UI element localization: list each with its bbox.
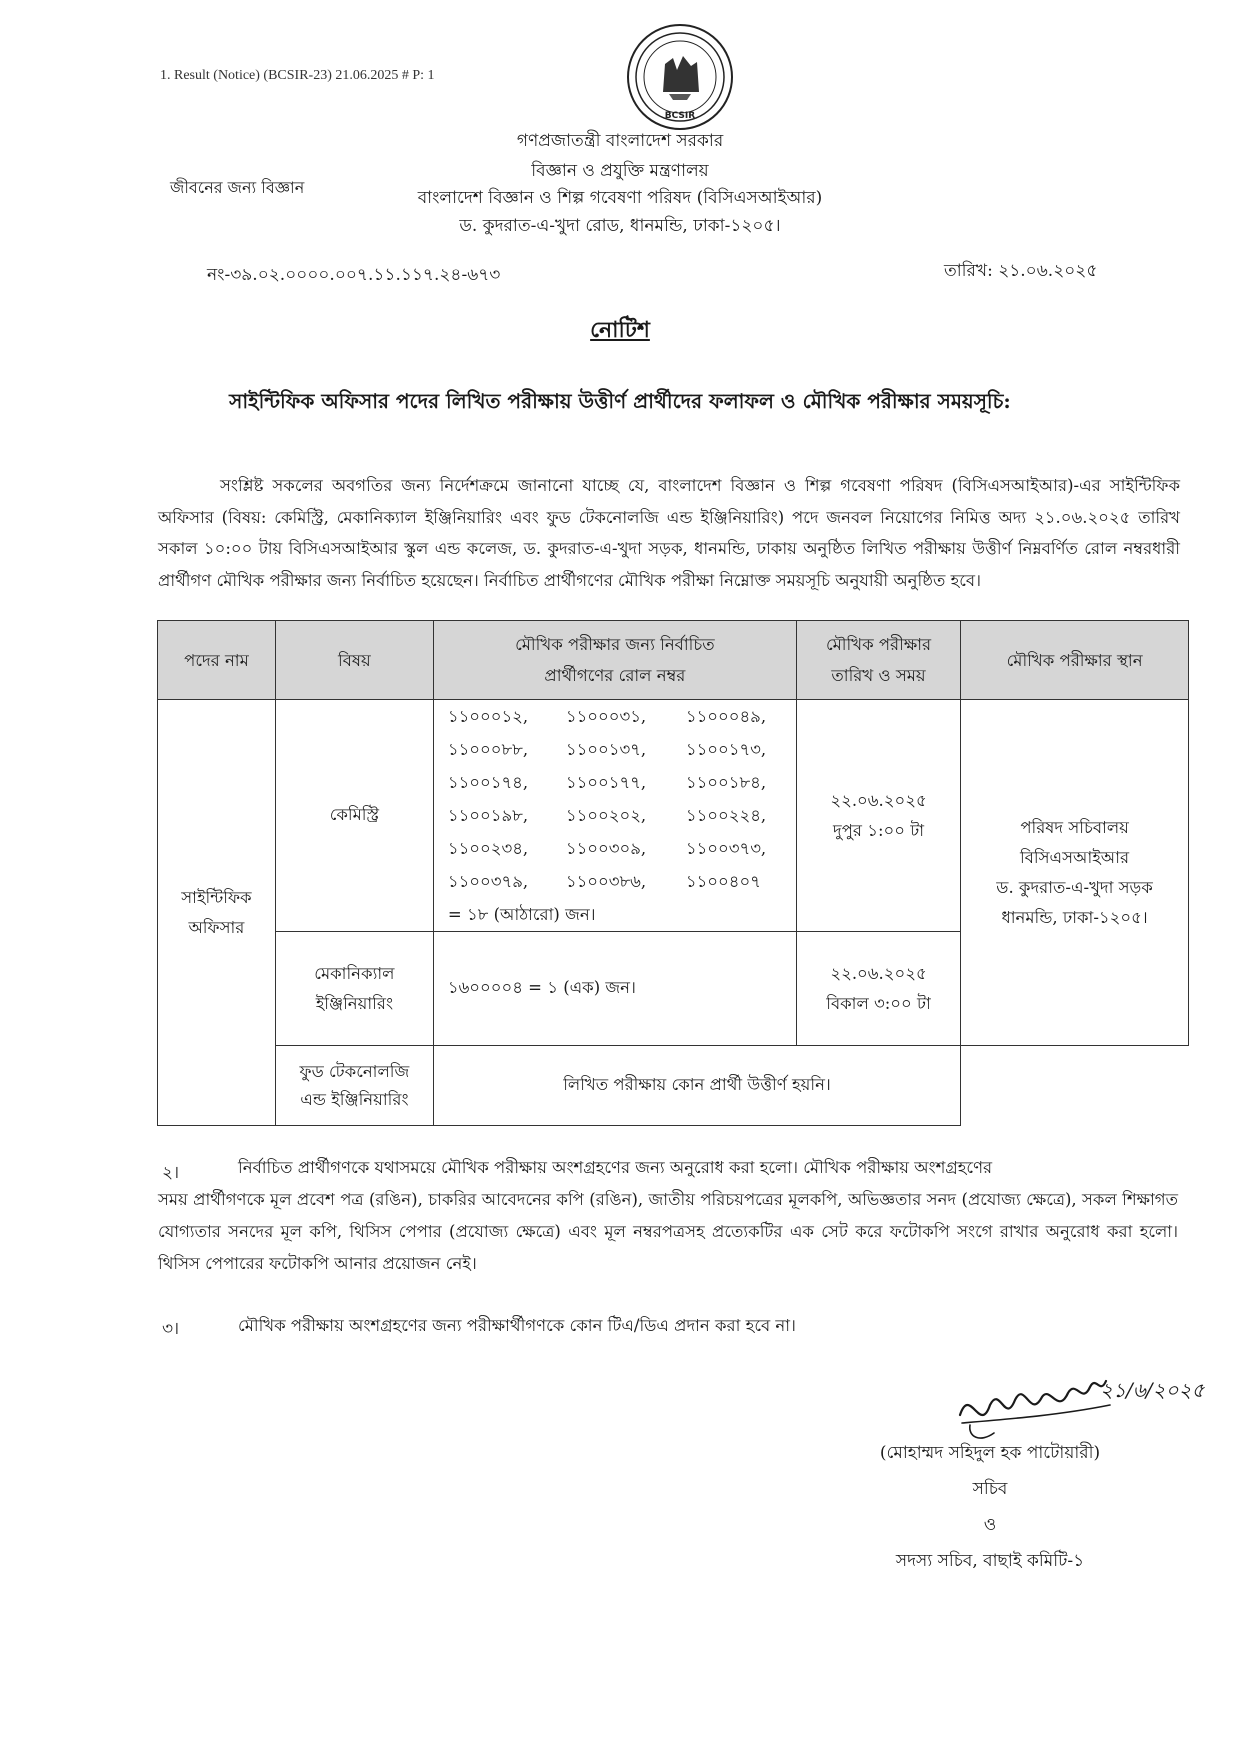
notice-subject: সাইন্টিফিক অফিসার পদের লিখিত পরীক্ষায় উত্তীর্ণ প্রার্থীদের ফলাফল ও মৌখিক পরীক্ষার সময়সূচি: bbox=[229, 389, 1011, 413]
venue-cell: পরিষদ সচিবালয় বিসিএসআইআর ড. কুদরাত-এ-খুদা সড়ক ধানমন্ডি, ঢাকা-১২০৫। bbox=[961, 700, 1189, 1046]
header-address: ড. কুদরাত-এ-খুদা রোড, ধানমন্ডি, ঢাকা-১২০৫। bbox=[459, 216, 781, 236]
table-row-chemistry bbox=[158, 700, 1189, 932]
table-row-food bbox=[158, 1046, 1189, 1126]
rolls-mechanical: ১৬০০০০৪ = ১ (এক) জন। bbox=[433, 932, 796, 1046]
viva-schedule-table bbox=[157, 620, 1189, 1126]
food-venue-empty bbox=[961, 1046, 1189, 1126]
header-subject: বিষয় bbox=[275, 621, 433, 700]
subject-mechanical: মেকানিক্যাল ইঞ্জিনিয়ারিং bbox=[275, 932, 433, 1046]
subject-food: ফুড টেকনোলজি এন্ড ইঞ্জিনিয়ারিং bbox=[275, 1046, 433, 1126]
slogan: জীবনের জন্য বিজ্ঞান bbox=[170, 178, 305, 197]
signatory-title: সচিব bbox=[972, 1479, 1008, 1499]
header-rolls: মৌখিক পরীক্ষার জন্য নির্বাচিত প্রার্থীগণের রোল নম্বর bbox=[433, 621, 796, 700]
header-post: পদের নাম bbox=[158, 621, 276, 700]
paragraph-2-number: ২। bbox=[162, 1163, 180, 1183]
signatory-and: ও bbox=[983, 1515, 997, 1535]
paragraph-3-text: মৌখিক পরীক্ষায় অংশগ্রহণের জন্য পরীক্ষার্থীগণকে কোন টিএ/ডিএ প্রদান করা হবে না। bbox=[238, 1316, 796, 1335]
header-ministry: বিজ্ঞান ও প্রযুক্তি মন্ত্রণালয় bbox=[531, 161, 709, 181]
signatory-name: (মোহাম্মদ সহিদুল হক পাটোয়ারী) bbox=[879, 1443, 1101, 1463]
header-organization: বাংলাদেশ বিজ্ঞান ও শিল্প গবেষণা পরিষদ (বিসিএসআইআর) bbox=[417, 188, 823, 208]
food-note: লিখিত পরীক্ষায় কোন প্রার্থী উত্তীর্ণ হয়নি। bbox=[433, 1046, 960, 1126]
paragraph-2-first-line: নির্বাচিত প্রার্থীগণকে যথাসময়ে মৌখিক পরীক্ষায় অংশগ্রহণের জন্য অনুরোধ করা হলো। মৌখিক পরীক্ষায় অংশগ্রহণের bbox=[238, 1158, 993, 1177]
signatory-role: সদস্য সচিব, বাছাই কমিটি-১ bbox=[895, 1551, 1085, 1571]
datetime-chemistry: ২২.০৬.২০২৫ দুপুর ১:০০ টা bbox=[796, 700, 960, 932]
signature-date: ২১/৬/২০২৫ bbox=[1100, 1378, 1205, 1402]
paragraph-3-number: ৩। bbox=[162, 1319, 180, 1339]
header-govt: গণপ্রজাতন্ত্রী বাংলাদেশ সরকার bbox=[516, 131, 724, 151]
reference-line: 1. Result (Notice) (BCSIR-23) 21.06.2025 # P: 1 bbox=[160, 68, 435, 83]
bcsir-logo bbox=[625, 22, 735, 132]
memo-number: নং-৩৯.০২.০০০০.০০৭.১১.১১৭.২৪-৬৭৩ bbox=[207, 265, 501, 285]
table-header-row bbox=[158, 621, 1189, 700]
header-venue: মৌখিক পরীক্ষার স্থান bbox=[961, 621, 1189, 700]
post-cell: সাইন্টিফিক অফিসার bbox=[158, 700, 276, 1126]
subject-chemistry: কেমিস্ট্রি bbox=[275, 700, 433, 932]
datetime-mechanical: ২২.০৬.২০২৫ বিকাল ৩:০০ টা bbox=[796, 932, 960, 1046]
rolls-chemistry: ১১০০০১২, ১১০০০৩১, ১১০০০৪৯, ১১০০০৮৮, ১১০০১৩৭, ১১০০১৭৩, ১১০০১৭৪, ১১০০১৭৭, ১১০০১৮৪, ১১০০১৯৮, ১১০০২০২, ১১০০২২৪, ১১০০২৩৪, ১১০০৩০৯, ১১০০৩৭৩, ১১০০৩৭৯, ১১০০৩৮৬, ১১০০৪০৭ = ১৮ (আঠারো) জন। bbox=[433, 700, 796, 932]
notice-title: নোটিশ bbox=[590, 317, 650, 343]
paragraph-2-rest: সময় প্রার্থীগণকে মূল প্রবেশ পত্র (রঙিন), চাকরির আবেদনের কপি (রঙিন), জাতীয় পরিচয়পত্রের মূলকপি, অভিজ্ঞতার সনদ (প্রযোজ্য ক্ষেত্রে), সকল শিক্ষাগত যোগ্যতার সনদের মূল কপি, থিসিস পেপার (প্রযোজ্য ক্ষেত্রে) এবং মূল নম্বরপত্রসহ প্রত্যেকটির এক সেট করে ফটোকপি সংগে রাখার অনুরোধ করা হলো। থিসিস পেপারের ফটোকপি আনার প্রয়োজন নেই। bbox=[158, 1190, 1178, 1273]
svg-text:BCSIR: BCSIR bbox=[664, 111, 696, 121]
paragraph-1: সংশ্লিষ্ট সকলের অবগতির জন্য নির্দেশক্রমে জানানো যাচ্ছে যে, বাংলাদেশ বিজ্ঞান ও শিল্প গবেষণা পরিষদ (বিসিএসআইআর)-এর সাইন্টিফিক অফিসার (বিষয়: কেমিস্ট্রি, মেকানিক্যাল ইঞ্জিনিয়ারিং এবং ফুড টেকনোলজি এন্ড ইঞ্জিনিয়ারিং) পদে জনবল নিয়োগের নিমিত্ত অদ্য ২১.০৬.২০২৫ তারিখ সকাল ১০:০০ টায় বিসিএসআইআর স্কুল এন্ড কলেজ, ড. কুদরাত-এ-খুদা সড়ক, ধানমন্ডি, ঢাকায় অনুষ্ঠিত লিখিত পরীক্ষায় উত্তীর্ণ নিম্নবর্ণিত রোল নম্বরধারী প্রার্থীগণ মৌখিক পরীক্ষার জন্য নির্বাচিত হয়েছেন। নির্বাচিত প্রার্থীগণের মৌখিক পরীক্ষা নিম্নোক্ত সময়সূচি অনুযায়ী অনুষ্ঠিত হবে। bbox=[158, 476, 1180, 590]
notice-date: তারিখ: ২১.০৬.২০২৫ bbox=[944, 261, 1098, 281]
rolls-chemistry-total: = ১৮ (আঠারো) জন। bbox=[447, 905, 596, 924]
header-datetime: মৌখিক পরীক্ষার তারিখ ও সময় bbox=[796, 621, 960, 700]
